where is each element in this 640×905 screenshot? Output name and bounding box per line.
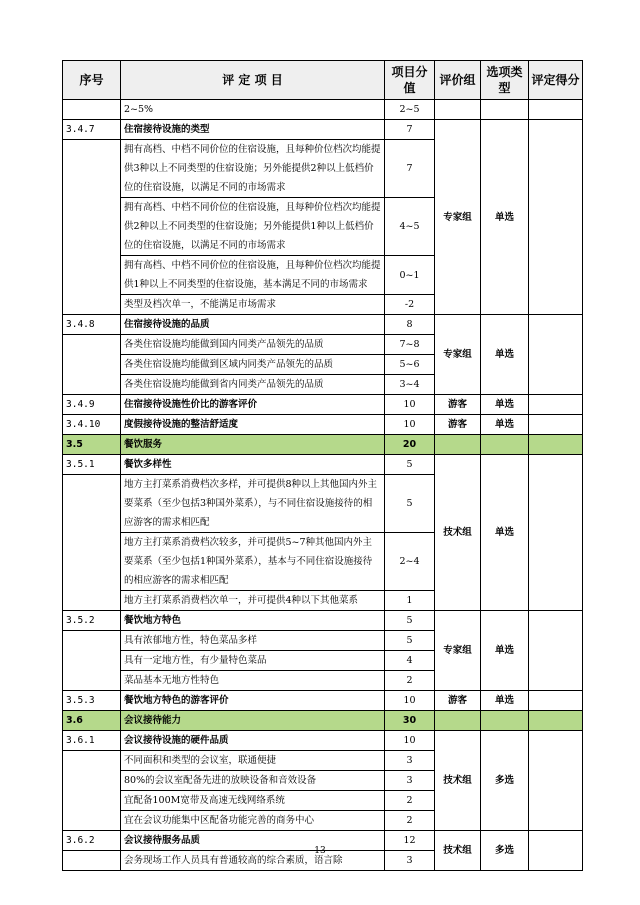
cell-group xyxy=(435,100,481,120)
cell-desc: 各类住宿设施均能做到国内同类产品领先的品质 xyxy=(121,335,385,355)
cell-desc: 具有一定地方性，有少量特色菜品 xyxy=(121,651,385,671)
cell-desc: 住宿接待设施的品质 xyxy=(121,315,385,335)
cell-group: 游客 xyxy=(435,395,481,415)
table-row xyxy=(63,120,583,140)
cell-type: 多选 xyxy=(481,831,529,871)
cell-no: 3.4.9 xyxy=(63,395,121,415)
table-row xyxy=(63,415,583,435)
cell-no: 3.5.1 xyxy=(63,455,121,475)
cell-desc: 地方主打菜系消费档次多样，并可提供8种以上其他国内外主要菜系（至少包括3种国外菜系），与不同住宿设施接待的相应游客的需求相匹配 xyxy=(121,475,385,533)
cell-group: 专家组 xyxy=(435,120,481,315)
header-score: 项目分值 xyxy=(385,61,435,100)
evaluation-table xyxy=(62,60,583,871)
cell-type xyxy=(481,100,529,120)
cell-result[interactable] xyxy=(529,395,583,415)
cell-no xyxy=(63,335,121,395)
cell-score: 7 xyxy=(385,140,435,198)
cell-type: 单选 xyxy=(481,315,529,395)
cell-score: 7 xyxy=(385,120,435,140)
cell-score: 12 xyxy=(385,831,435,851)
cell-desc: 餐饮多样性 xyxy=(121,455,385,475)
cell-score: 10 xyxy=(385,691,435,711)
table-row xyxy=(63,691,583,711)
cell-score: 2~4 xyxy=(385,533,435,591)
cell-no: 3.6 xyxy=(63,711,121,731)
cell-score: 4~5 xyxy=(385,198,435,256)
cell-score: 10 xyxy=(385,731,435,751)
cell-desc: 不同面积和类型的会议室，联通便捷 xyxy=(121,751,385,771)
cell-no: 3.5.3 xyxy=(63,691,121,711)
cell-score: 0~1 xyxy=(385,256,435,295)
cell-desc: 地方主打菜系消费档次较多，并可提供5~7种其他国内外主要菜系（至少包括1种国外菜系），基本与不同住宿设施接待的相应游客的需求相匹配 xyxy=(121,533,385,591)
header-seq: 序号 xyxy=(63,61,121,100)
cell-desc: 具有浓郁地方性，特色菜品多样 xyxy=(121,631,385,651)
cell-no: 3.6.2 xyxy=(63,831,121,851)
page-number: 13 xyxy=(314,846,326,856)
cell-score: 4 xyxy=(385,651,435,671)
cell-group xyxy=(435,711,481,731)
cell-group: 专家组 xyxy=(435,315,481,395)
cell-score: 5 xyxy=(385,631,435,651)
cell-group: 专家组 xyxy=(435,611,481,691)
cell-result[interactable] xyxy=(529,100,583,120)
cell-type: 单选 xyxy=(481,455,529,611)
table-row xyxy=(63,315,583,335)
section-row xyxy=(63,711,583,731)
cell-type: 单选 xyxy=(481,415,529,435)
section-row xyxy=(63,435,583,455)
cell-score: 30 xyxy=(385,711,435,731)
cell-desc: 各类住宿设施均能做到区域内同类产品领先的品质 xyxy=(121,355,385,375)
cell-desc: 会议接待设施的硬件品质 xyxy=(121,731,385,751)
cell-desc: 会议接待服务品质 xyxy=(121,831,385,851)
cell-no xyxy=(63,631,121,691)
cell-desc: 餐饮地方特色 xyxy=(121,611,385,631)
cell-score: 2 xyxy=(385,811,435,831)
cell-no xyxy=(63,100,121,120)
cell-result[interactable] xyxy=(529,731,583,831)
cell-group: 技术组 xyxy=(435,831,481,871)
cell-desc: 拥有高档、中档不同价位的住宿设施，且每种价位档次均能提供2种以上不同类型的住宿设施；另外能提供1种以上低档价位的住宿设施，以满足不同的市场需求 xyxy=(121,198,385,256)
cell-desc: 80%的会议室配备先进的放映设备和音效设备 xyxy=(121,771,385,791)
cell-group: 游客 xyxy=(435,415,481,435)
cell-no: 3.4.8 xyxy=(63,315,121,335)
cell-type: 单选 xyxy=(481,691,529,711)
header-row xyxy=(63,61,583,100)
cell-score: -2 xyxy=(385,295,435,315)
cell-desc: 会务现场工作人员具有普通较高的综合素质，语言除 xyxy=(121,851,385,871)
cell-score: 1 xyxy=(385,591,435,611)
cell-desc: 2~5% xyxy=(121,100,385,120)
cell-type xyxy=(481,711,529,731)
cell-desc: 会议接待能力 xyxy=(121,711,385,731)
cell-score: 5 xyxy=(385,611,435,631)
cell-no: 3.4.7 xyxy=(63,120,121,140)
cell-score: 10 xyxy=(385,415,435,435)
cell-desc: 地方主打菜系消费档次单一，并可提供4种以下其他菜系 xyxy=(121,591,385,611)
cell-score: 8 xyxy=(385,315,435,335)
cell-type xyxy=(481,435,529,455)
cell-type: 单选 xyxy=(481,611,529,691)
cell-type: 单选 xyxy=(481,120,529,315)
cell-score: 5 xyxy=(385,455,435,475)
cell-desc: 餐饮地方特色的游客评价 xyxy=(121,691,385,711)
cell-score: 3 xyxy=(385,751,435,771)
cell-result[interactable] xyxy=(529,120,583,315)
cell-score: 20 xyxy=(385,435,435,455)
cell-desc: 住宿接待设施的类型 xyxy=(121,120,385,140)
cell-score: 2 xyxy=(385,791,435,811)
cell-score: 10 xyxy=(385,395,435,415)
cell-desc: 菜品基本无地方性特色 xyxy=(121,671,385,691)
cell-result[interactable] xyxy=(529,415,583,435)
header-item: 评 定 项 目 xyxy=(121,61,385,100)
cell-group xyxy=(435,435,481,455)
table-row xyxy=(63,395,583,415)
cell-type: 多选 xyxy=(481,731,529,831)
cell-result[interactable] xyxy=(529,455,583,611)
cell-group: 游客 xyxy=(435,691,481,711)
cell-desc: 住宿接待设施性价比的游客评价 xyxy=(121,395,385,415)
cell-score: 7~8 xyxy=(385,335,435,355)
cell-score: 2 xyxy=(385,671,435,691)
cell-score: 3 xyxy=(385,771,435,791)
table-row xyxy=(63,100,583,120)
cell-result xyxy=(529,435,583,455)
cell-desc: 宜在会议功能集中区配备功能完善的商务中心 xyxy=(121,811,385,831)
cell-no xyxy=(63,140,121,315)
cell-desc: 餐饮服务 xyxy=(121,435,385,455)
cell-no: 3.5 xyxy=(63,435,121,455)
header-group: 评价组 xyxy=(435,61,481,100)
cell-desc: 度假接待设施的整洁舒适度 xyxy=(121,415,385,435)
table-row xyxy=(63,455,583,475)
cell-score: 5~6 xyxy=(385,355,435,375)
table-row xyxy=(63,731,583,751)
cell-no xyxy=(63,475,121,611)
cell-score: 2~5 xyxy=(385,100,435,120)
cell-score: 3 xyxy=(385,851,435,871)
cell-result[interactable] xyxy=(529,611,583,691)
cell-result[interactable] xyxy=(529,315,583,395)
table-row xyxy=(63,611,583,631)
cell-no: 3.5.2 xyxy=(63,611,121,631)
header-result: 评定得分 xyxy=(529,61,583,100)
cell-score: 3~4 xyxy=(385,375,435,395)
cell-group: 技术组 xyxy=(435,455,481,611)
cell-result xyxy=(529,711,583,731)
header-type: 选项类型 xyxy=(481,61,529,100)
cell-desc: 各类住宿设施均能做到省内同类产品领先的品质 xyxy=(121,375,385,395)
cell-desc: 宜配备100M宽带及高速无线网络系统 xyxy=(121,791,385,811)
cell-no xyxy=(63,751,121,831)
cell-result[interactable] xyxy=(529,691,583,711)
cell-group: 技术组 xyxy=(435,731,481,831)
cell-desc: 拥有高档、中档不同价位的住宿设施，且每种价位档次均能提供3种以上不同类型的住宿设施；另外能提供2种以上低档价位的住宿设施，以满足不同的市场需求 xyxy=(121,140,385,198)
cell-desc: 类型及档次单一，不能满足市场需求 xyxy=(121,295,385,315)
cell-desc: 拥有高档、中档不同价位的住宿设施，且每种价位档次均能提供1种以上不同类型的住宿设施，基本满足不同的市场需求 xyxy=(121,256,385,295)
cell-no: 3.6.1 xyxy=(63,731,121,751)
cell-type: 单选 xyxy=(481,395,529,415)
cell-no: 3.4.10 xyxy=(63,415,121,435)
cell-score: 5 xyxy=(385,475,435,533)
